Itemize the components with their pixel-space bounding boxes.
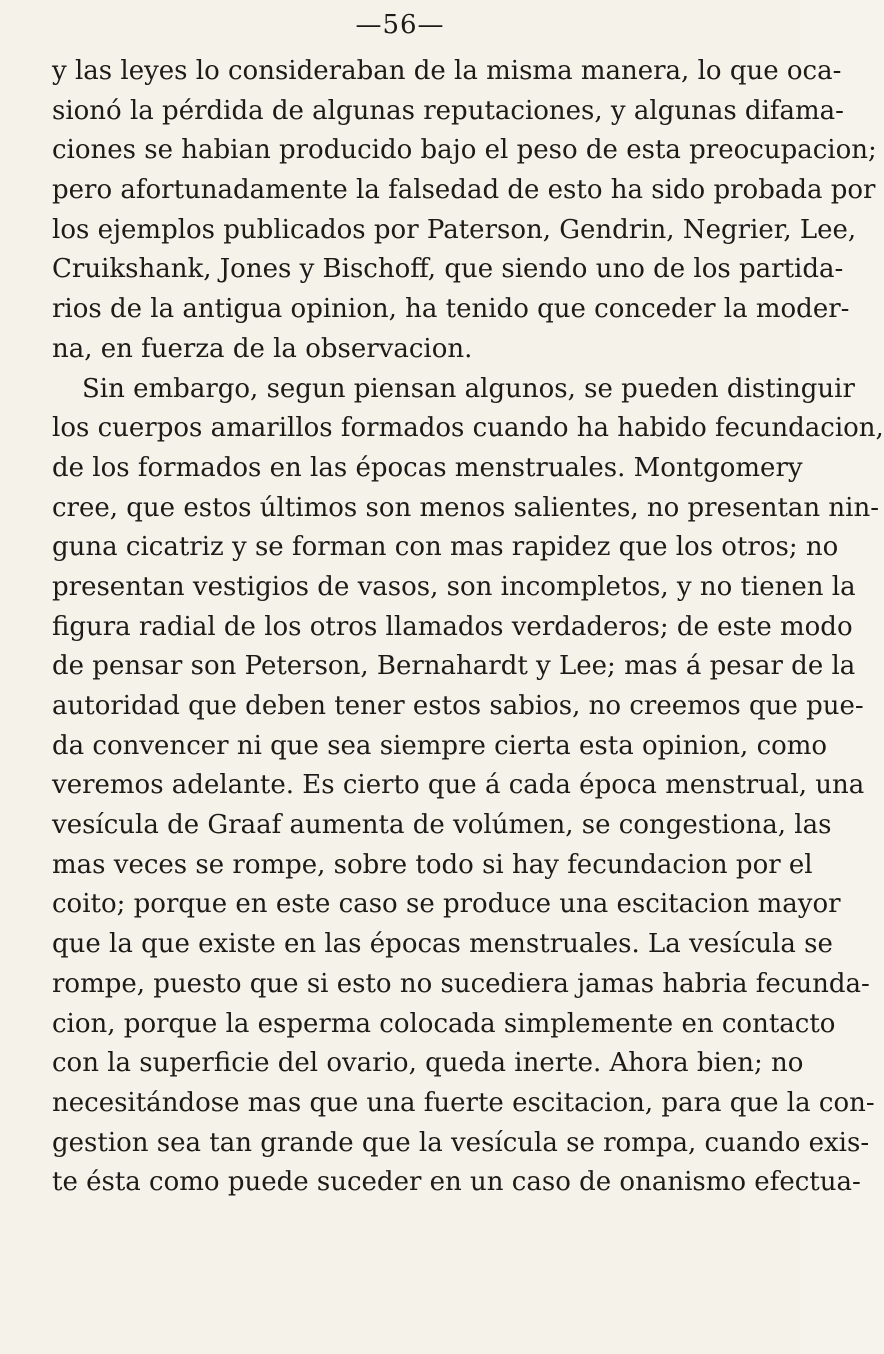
text-line: los ejemplos publicados por Paterson, Gendrin, Negrier, Lee, — [52, 214, 857, 245]
text-line: ciones se habian producido bajo el peso de esta preocupacion; — [52, 135, 877, 166]
text-line: te ésta como puede suceder en un caso de onanismo efectua- — [52, 1167, 861, 1198]
body-text — [52, 52, 884, 1203]
text-line: necesitándose mas que una fuerte escitacion, para que la con- — [52, 1087, 875, 1118]
text-line: cion, porque la esperma colocada simplemente en contacto — [52, 1008, 836, 1039]
text-line: gestion sea tan grande que la vesícula se rompa, cuando exis- — [52, 1127, 870, 1158]
text-line: mas veces se rompe, sobre todo si hay fecundacion por el — [52, 849, 813, 880]
text-line: pero afortunadamente la falsedad de esto ha sido probada por — [52, 175, 876, 206]
text-line: de los formados en las épocas menstruales. Montgomery — [52, 452, 803, 483]
text-line: rompe, puesto que si esto no sucediera jamas habria fecunda- — [52, 968, 870, 999]
page-number: —56— — [355, 10, 445, 40]
text-line: cree, que estos últimos son menos salientes, no presentan nin- — [52, 492, 880, 523]
text-line: vesícula de Graaf aumenta de volúmen, se congestiona, las — [52, 810, 832, 841]
text-line: da convencer ni que sea siempre cierta esta opinion, como — [52, 730, 828, 761]
paragraph-start-line: Sin embargo, segun piensan algunos, se pueden distinguir — [82, 373, 855, 404]
text-line: sionó la pérdida de algunas reputaciones, y algunas difama- — [52, 95, 844, 126]
text-line: los cuerpos amarillos formados cuando ha habido fecundacion, — [52, 413, 884, 444]
text-line: con la superficie del ovario, queda inerte. Ahora bien; no — [52, 1048, 804, 1079]
text-line: veremos adelante. Es cierto que á cada época menstrual, una — [52, 770, 865, 801]
paragraph-end-line: na, en fuerza de la observacion. — [52, 333, 473, 364]
text-line: Cruikshank, Jones y Bischoff, que siendo uno de los partida- — [52, 254, 844, 285]
text-line: que la que existe en las épocas menstruales. La vesícula se — [52, 929, 833, 960]
text-line: presentan vestigios de vasos, son incompletos, y no tienen la — [52, 571, 856, 602]
text-line: y las leyes lo consideraban de la misma manera, lo que oca- — [52, 56, 842, 86]
text-line: figura radial de los otros llamados verdaderos; de este modo — [52, 611, 853, 642]
text-line: de pensar son Peterson, Bernahardt y Lee; mas á pesar de la — [52, 651, 856, 682]
text-line: rios de la antigua opinion, ha tenido que conceder la moder- — [52, 294, 850, 325]
text-line: coito; porque en este caso se produce una escitacion mayor — [52, 889, 841, 920]
text-line: autoridad que deben tener estos sabios, no creemos que pue- — [52, 691, 864, 721]
text-line: guna cicatriz y se forman con mas rapidez que los otros; no — [52, 532, 839, 563]
